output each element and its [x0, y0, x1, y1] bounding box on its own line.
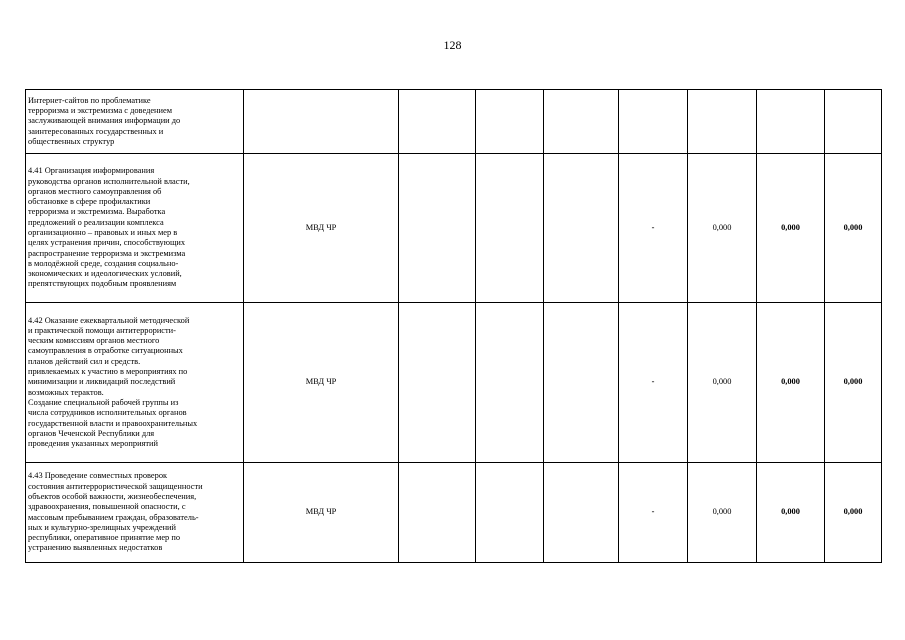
value-cell — [399, 90, 476, 154]
value-cell — [544, 463, 619, 563]
measure-description: 4.42 Оказание ежеквартальной методической и практической помощи антитеррористи- ческим комиссиям органов местного самоуправления в отработке ситуационных планов действий сил и средств. привлекаемых к участию в мероприятиях по минимизации и ликвидаций последствий возможных терактов. Создание специальной рабочей группы из числа сотрудников исполнительных органов государственной власти и правоохранительных органов Чеченской Республики для проведения указанных мероприятий — [26, 303, 244, 463]
value-cell — [825, 90, 882, 154]
value-cell — [399, 463, 476, 563]
table-row — [26, 303, 882, 463]
value-cell — [399, 303, 476, 463]
value-cell — [544, 303, 619, 463]
value-cell: - — [619, 303, 688, 463]
value-cell — [476, 154, 544, 303]
value-cell — [476, 463, 544, 563]
value-cell — [399, 154, 476, 303]
value-cell: 0,000 — [688, 303, 757, 463]
value-cell — [688, 90, 757, 154]
value-cell: 0,000 — [688, 154, 757, 303]
value-cell: - — [619, 154, 688, 303]
value-cell — [476, 303, 544, 463]
measure-description: 4.43 Проведение совместных проверок состояния антитеррористической защищенности объектов особой важности, жизнеобеспечения, здравоохранения, повышенной опасности, с массовым пребыванием граждан, образователь- ных и культурно-зрелищных учреждений республики, оперативное принятие мер по устранению выявленных недостатков — [26, 463, 244, 563]
value-cell: 0,000 — [757, 463, 825, 563]
measures-table — [25, 89, 882, 563]
value-cell: 0,000 — [825, 303, 882, 463]
executor-cell: МВД ЧР — [244, 463, 399, 563]
value-cell: 0,000 — [688, 463, 757, 563]
value-cell — [544, 90, 619, 154]
value-cell — [544, 154, 619, 303]
value-cell: - — [619, 463, 688, 563]
value-cell — [757, 90, 825, 154]
measure-description: 4.41 Организация информирования руководства органов исполнительной власти, органов местного самоуправления об обстановке в сфере профилактики терроризма и экстремизма. Выработка предложений о реализации комплекса организационно – правовых и иных мер в целях устранения причин, способствующих распространение терроризма и экстремизма в молодёжной среде, создания социально- экономических и идеологических условий, препятствующих подобным проявлениям — [26, 154, 244, 303]
executor-cell: МВД ЧР — [244, 303, 399, 463]
measure-description: Интернет-сайтов по проблематике терроризма и экстремизма с доведением заслуживающей внимания информации до заинтересованных государственных и общественных структур — [26, 90, 244, 154]
value-cell — [619, 90, 688, 154]
executor-cell — [244, 90, 399, 154]
table-row — [26, 463, 882, 563]
table-row — [26, 90, 882, 154]
value-cell: 0,000 — [757, 303, 825, 463]
page-number: 128 — [443, 38, 462, 52]
value-cell: 0,000 — [825, 154, 882, 303]
value-cell: 0,000 — [825, 463, 882, 563]
table-row — [26, 154, 882, 303]
value-cell: 0,000 — [757, 154, 825, 303]
value-cell — [476, 90, 544, 154]
executor-cell: МВД ЧР — [244, 154, 399, 303]
